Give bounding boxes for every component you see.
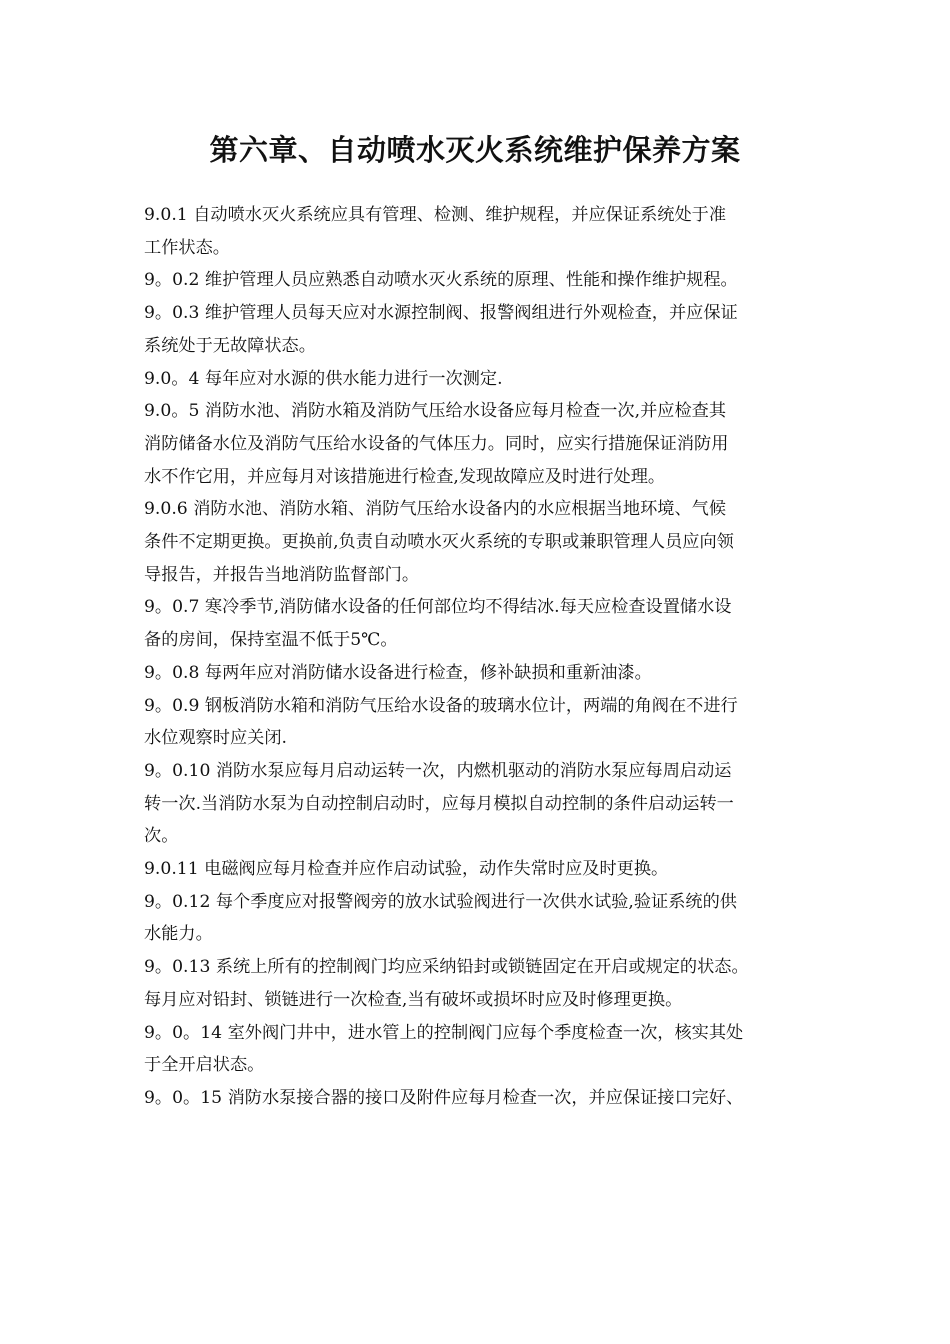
paragraph-line: 消防储备水位及消防气压给水设备的气体压力。同时，应实行措施保证消防用	[144, 433, 729, 454]
page-title: 第六章、自动喷水灭火系统维护保养方案	[209, 133, 741, 167]
paragraph-line: 9。0.13 系统上所有的控制阀门均应采纳铅封或锁链固定在开启或规定的状态。	[144, 957, 749, 978]
paragraph-line: 9。0.12 每个季度应对报警阀旁的放水试验阀进行一次供水试验,验证系统的供	[144, 891, 737, 912]
paragraph-line: 备的房间，保持室温不低于5℃。	[144, 630, 398, 651]
paragraph-line: 9.0.11 电磁阀应每月检查并应作启动试验，动作失常时应及时更换。	[144, 859, 669, 880]
paragraph-line: 9.0.6 消防水池、消防水箱、消防气压给水设备内的水应根据当地环境、气候	[144, 499, 727, 520]
paragraph	[144, 363, 812, 396]
paragraph-line: 条件不定期更换。更换前,负责自动喷水灭火系统的专职或兼职管理人员应向领	[144, 532, 734, 553]
paragraph-line: 转一次.当消防水泵为自动控制启动时，应每月模拟自动控制的条件启动运转一	[144, 793, 734, 814]
paragraph	[144, 886, 812, 951]
paragraph	[144, 199, 812, 264]
document-body	[144, 199, 812, 1115]
paragraph	[144, 264, 812, 297]
paragraph	[144, 690, 812, 755]
paragraph	[144, 297, 812, 362]
paragraph-line: 9。0。15 消防水泵接合器的接口及附件应每月检查一次，并应保证接口完好、	[144, 1087, 744, 1108]
paragraph-line: 9。0.9 钢板消防水箱和消防气压给水设备的玻璃水位计，两端的角阀在不进行	[144, 695, 738, 716]
paragraph-line: 9.0。4 每年应对水源的供水能力进行一次测定.	[144, 368, 503, 389]
paragraph-line: 每月应对铅封、锁链进行一次检查,当有破坏或损坏时应及时修理更换。	[144, 989, 683, 1010]
paragraph-line: 工作状态。	[144, 237, 230, 258]
paragraph	[144, 591, 812, 656]
paragraph	[144, 493, 812, 591]
paragraph-line: 9。0.3 维护管理人员每天应对水源控制阀、报警阀组进行外观检查，并应保证	[144, 303, 738, 324]
paragraph-line: 次。	[144, 826, 179, 847]
paragraph	[144, 951, 812, 1016]
paragraph-line: 9.0.1 自动喷水灭火系统应具有管理、检测、维护规程，并应保证系统处于准	[144, 205, 727, 225]
paragraph-line: 水不作它用，并应每月对该措施进行检查,发现故障应及时进行处理。	[144, 466, 666, 487]
paragraph-line: 9。0.8 每两年应对消防储水设备进行检查，修补缺损和重新油漆。	[144, 662, 652, 683]
paragraph	[144, 1017, 812, 1082]
paragraph-line: 9。0.2 维护管理人员应熟悉自动喷水灭火系统的原理、性能和操作维护规程。	[144, 270, 738, 291]
paragraph-line: 于全开启状态。	[144, 1055, 265, 1076]
paragraph-line: 水位观察时应关闭.	[144, 728, 287, 749]
paragraph-line: 9.0。5 消防水池、消防水箱及消防气压给水设备应每月检查一次,并应检查其	[144, 401, 727, 422]
paragraph	[144, 657, 812, 690]
paragraph-line: 9。0。14 室外阀门井中，进水管上的控制阀门应每个季度检查一次，核实其处	[144, 1022, 744, 1043]
paragraph	[144, 853, 812, 886]
paragraph-line: 水能力。	[144, 924, 213, 945]
paragraph	[144, 395, 812, 493]
paragraph-line: 9。0.7 寒冷季节,消防储水设备的任何部位均不得结冰.每天应检查设置储水设	[144, 597, 732, 618]
paragraph	[144, 1082, 812, 1115]
paragraph-line: 系统处于无故障状态。	[144, 335, 316, 356]
paragraph-line: 9。0.10 消防水泵应每月启动运转一次，内燃机驱动的消防水泵应每周启动运	[144, 760, 732, 781]
paragraph	[144, 755, 812, 853]
paragraph-line: 导报告，并报告当地消防监督部门。	[144, 564, 420, 585]
